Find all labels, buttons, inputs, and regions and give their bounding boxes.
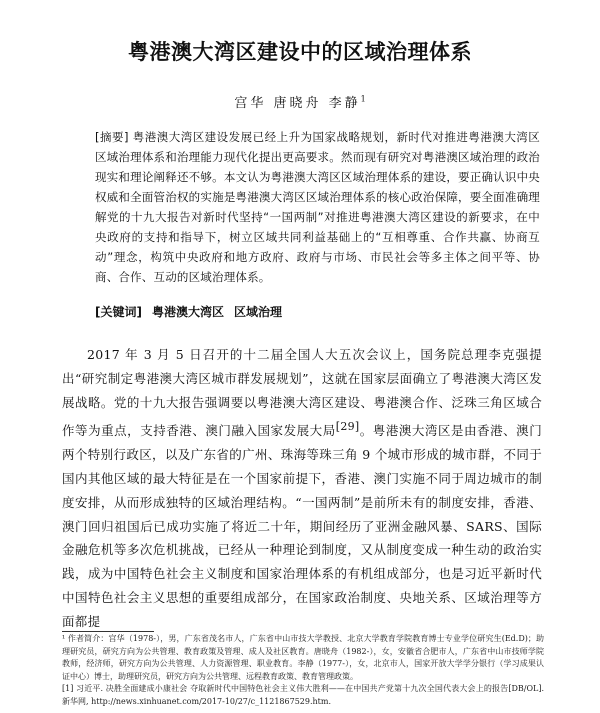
keyword: 区域治理 [234, 305, 283, 319]
footnotes [62, 633, 544, 708]
body-paragraph [62, 343, 542, 634]
keywords-label: [关键词] [95, 305, 142, 319]
footnote-reference: [1] 习近平. 决胜全面建成小康社会 夺取新时代中国特色社会主义伟大胜利——在中国共产党第十九次全国代表大会上的报告[DB/OL]. 新华网, http://news.xinhuanet.com/2017-10/27/c_1121867529.htm. [62, 684, 544, 706]
body-text-part: 。粤港澳大湾区是由香港、澳门两个特别行政区，以及广东省的广州、珠海等珠三角 9 个城市形成的城市群，不同于国内其他区域的最大特征是在一个国家前提下，香港、澳门实施不同于周边城市的制度安排，从而形成独特的区域治理结构。“一国两制”是前所未有的制度安排，香港、澳门回归祖国后已成功实施了将近二十年，期间经历了亚洲金融风暴、SARS、国际金融危机等多次危机挑战，已经从一种理论到制度，又从制度变成一种生动的政治实践，成为中国特色社会主义制度和国家治理体系的有机组成部分，也是习近平新时代中国特色社会主义思想的重要组成部分，在国家政治制度、央地关系、区域治理等方面都提 [62, 422, 542, 630]
footnote-author-bio: ¹ 作者简介：宫华（1978-），男，广东省茂名市人，广东省中山市技大学教授、北京大学教育学院教育博士专业学位研究生(Ed.D)；助理研究员，研究方向为公共管理、教育政策及管理、成人及社区教育。唐晓舟（1982-），女，安徽省合肥市人，广东省中山市技师学院教师，经济师，研究方向为公共管理、人力资源管理、职业教育。李静（1977-），女，北京市人，国家开放大学学分银行（学习成果认证中心）博士，助理研究员，研究方向为公共管理、远程教育政策、教育管理政策。 [62, 634, 544, 681]
authors: 宫华 唐晓舟 李静 [234, 96, 361, 111]
keywords [95, 302, 540, 322]
author-line [0, 92, 600, 111]
paper-title: 粤港澳大湾区建设中的区域治理体系 [128, 40, 472, 64]
footnote-divider [62, 631, 154, 632]
author-footnote-mark: 1 [360, 94, 366, 104]
abstract: [摘要] 粤港澳大湾区建设发展已经上升为国家战略规划，新时代对推进粤港澳大湾区区域治理体系和治理能力现代化提出更高要求。然而现有研究对粤港澳区域治理的政治现实和理论阐释还不够。本文认为粤港澳大湾区区域治理体系的建设，要正确认识中央权威和全面管治权的实施是粤港澳大湾区区域治理体系的核心政治保障，要全面准确理解党的十九大报告对新时代坚持“一国两制”对推进粤港澳大湾区建设的新要求，在中央政府的支持和指导下，树立区域共同利益基础上的“互相尊重、合作共赢、协商互动”理念，构筑中央政府和地方政府、政府与市场、市民社会等多主体之间平等、协商、合作、互动的区域治理体系。 [95, 130, 540, 284]
keyword: 粤港澳大湾区 [151, 305, 224, 319]
body-text-part: 2017 年 3 月 5 日召开的十二届全国人大五次会议上，国务院总理李克强提出“研究制定粤港澳大湾区城市群发展规划”，这就在国家层面确立了粤港澳大湾区发展战略。党的十九大报告强调要以粤港澳大湾区建设、粤港澳合作、泛珠三角区域合作等为重点，支持香港、澳门融入国家发展大局 [62, 347, 542, 438]
citation-ref: [29] [335, 419, 360, 433]
